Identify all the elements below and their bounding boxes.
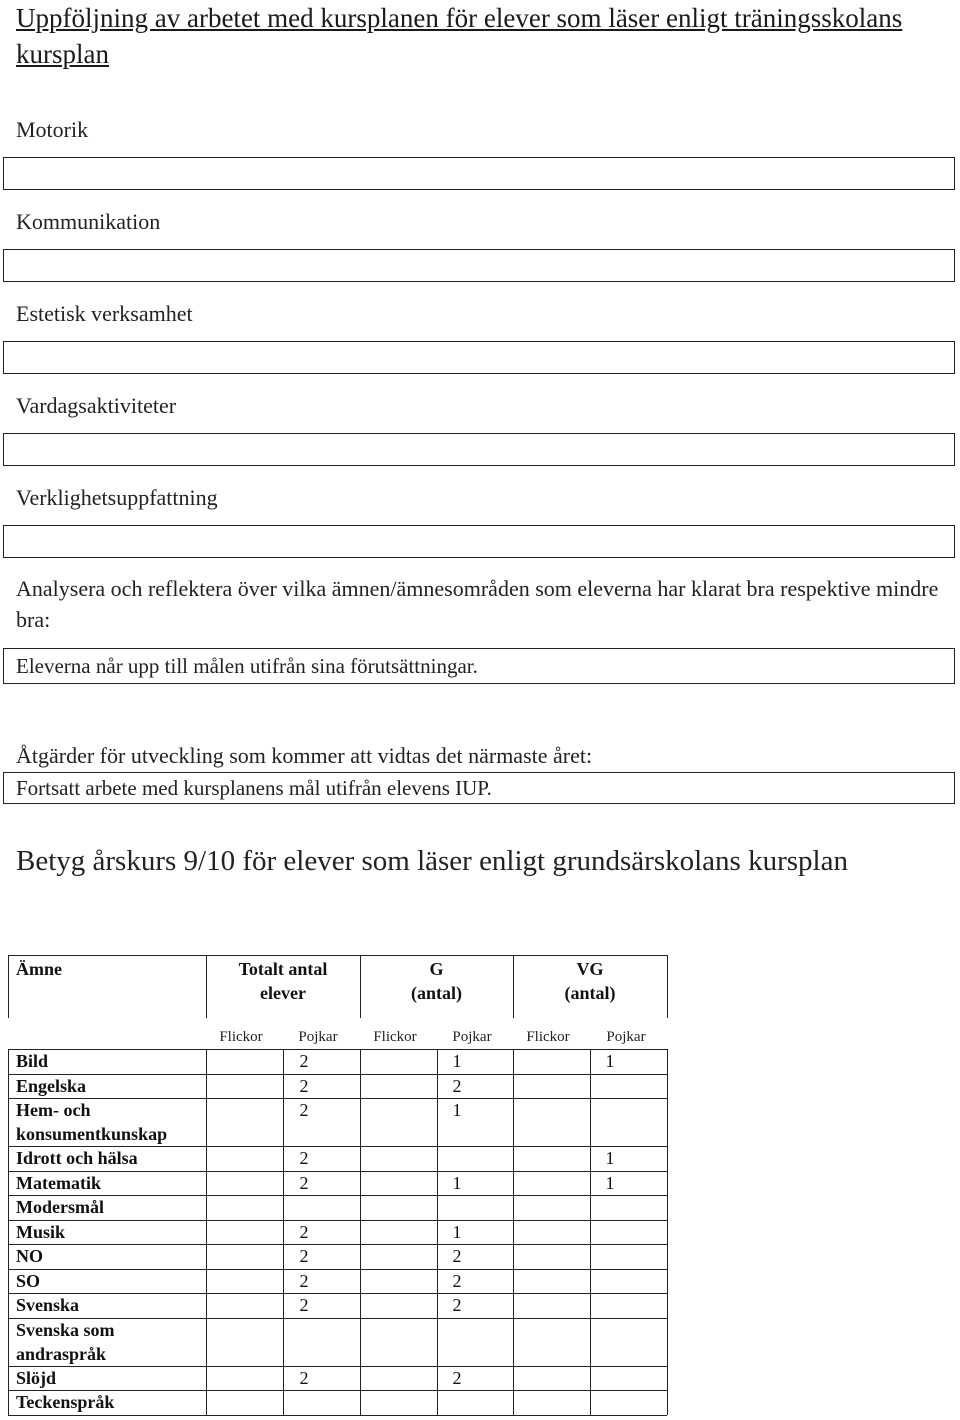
table-cell-border bbox=[8, 1293, 9, 1318]
table-cell-tot-p: 2 bbox=[299, 1051, 309, 1071]
subheader-total-pojkar: Pojkar bbox=[298, 1029, 338, 1045]
table-cell-border bbox=[8, 1318, 9, 1366]
table-cell-subject-cont: konsumentkunskap bbox=[16, 1124, 168, 1144]
section-label-vardagsaktiviteter: Vardagsaktiviteter bbox=[16, 393, 177, 418]
table-row-border bbox=[8, 1293, 667, 1294]
table-cell-border bbox=[206, 1098, 207, 1146]
table-row-border bbox=[8, 1220, 667, 1221]
table-cell-border bbox=[206, 1074, 207, 1099]
table-cell-border bbox=[667, 1074, 668, 1099]
table-cell-subject: Musik bbox=[16, 1221, 66, 1242]
table-cell-border bbox=[8, 1098, 9, 1146]
table-cell-border bbox=[206, 1390, 207, 1415]
section-box-vardagsaktiviteter[interactable] bbox=[3, 433, 955, 466]
table-cell-border bbox=[206, 1269, 207, 1294]
table-cell-border bbox=[360, 1244, 361, 1269]
table-cell-border bbox=[360, 1390, 361, 1415]
table-cell-border bbox=[667, 1390, 668, 1415]
table-cell-border bbox=[360, 1220, 361, 1245]
table-cell-border bbox=[8, 1269, 9, 1294]
subheader-total-flickor: Flickor bbox=[219, 1029, 263, 1045]
table-cell-border bbox=[8, 1390, 9, 1415]
table-cell-border bbox=[437, 1318, 438, 1366]
table-cell-tot-p: 2 bbox=[299, 1172, 309, 1193]
table-cell-border bbox=[590, 1318, 591, 1366]
table-cell-subject: SO bbox=[16, 1270, 41, 1291]
header-total-line1: Totalt antal bbox=[238, 959, 328, 979]
subheader-g-pojkar: Pojkar bbox=[452, 1029, 492, 1045]
table-row-border bbox=[8, 1171, 667, 1172]
analysis-answer-box[interactable] bbox=[3, 648, 955, 684]
table-cell-border bbox=[513, 1244, 514, 1269]
table-cell-border bbox=[667, 1269, 668, 1294]
table-cell-border bbox=[206, 1366, 207, 1391]
table-cell-g-p: 2 bbox=[452, 1246, 462, 1266]
table-left-border-header bbox=[8, 955, 9, 1018]
table-row-border bbox=[8, 1074, 667, 1075]
table-cell-border bbox=[437, 1195, 438, 1220]
table-cell-border bbox=[206, 1195, 207, 1220]
table-cell-tot-p: 2 bbox=[299, 1246, 309, 1266]
table-cell-border bbox=[8, 1049, 9, 1074]
section-box-estetisk[interactable] bbox=[3, 341, 955, 374]
table-cell-g-p: 1 bbox=[452, 1172, 462, 1193]
table-cell-subject: Idrott och hälsa bbox=[16, 1148, 138, 1168]
table-cell-tot-p: 2 bbox=[299, 1270, 309, 1291]
table-cell-border bbox=[360, 1269, 361, 1294]
subheader-g-flickor: Flickor bbox=[373, 1029, 417, 1045]
table-cell-vg-p: 1 bbox=[605, 1172, 615, 1193]
table-cell-border bbox=[360, 1171, 361, 1196]
header-g-line1: G bbox=[429, 959, 444, 979]
table-cell-border bbox=[590, 1390, 591, 1415]
table-cell-border bbox=[8, 1366, 9, 1391]
table-cell-border bbox=[360, 1293, 361, 1318]
table-cell-tot-p: 2 bbox=[299, 1075, 309, 1096]
table-row-border bbox=[8, 1049, 667, 1050]
table-cell-g-p: 1 bbox=[452, 1051, 462, 1071]
table-cell-border bbox=[513, 1074, 514, 1099]
table-cell-subject: Slöjd bbox=[16, 1367, 57, 1388]
table-cell-border bbox=[206, 1244, 207, 1269]
table-cell-border bbox=[513, 1366, 514, 1391]
table-cell-border bbox=[590, 1244, 591, 1269]
section-label-estetisk: Estetisk verksamhet bbox=[16, 301, 193, 326]
table-cell-border bbox=[667, 1098, 668, 1146]
table-cell-border bbox=[667, 1220, 668, 1245]
table-right-border-header bbox=[667, 955, 668, 1018]
table-cell-subject-cont: andraspråk bbox=[16, 1343, 107, 1364]
table-cell-border bbox=[360, 1074, 361, 1099]
table-cell-border bbox=[513, 1269, 514, 1294]
table-cell-border bbox=[360, 1366, 361, 1391]
table-cell-border bbox=[667, 1146, 668, 1171]
subheader-vg-pojkar: Pojkar bbox=[606, 1029, 646, 1045]
table-cell-subject: Svenska som bbox=[16, 1319, 115, 1340]
table-top-border bbox=[8, 955, 667, 956]
table-cell-subject: Svenska bbox=[16, 1295, 80, 1315]
table-cell-border bbox=[8, 1074, 9, 1099]
table-cell-border bbox=[590, 1293, 591, 1318]
table-cell-subject: Matematik bbox=[16, 1172, 101, 1193]
page-title: Uppföljning av arbetet med kursplanen för elever som läser enligt träningsskolans kursplan bbox=[16, 3, 903, 69]
table-cell-g-p: 1 bbox=[452, 1221, 462, 1242]
table-cell-tot-p: 2 bbox=[299, 1100, 309, 1120]
table-cell-border bbox=[667, 1366, 668, 1391]
table-row-border bbox=[8, 1195, 667, 1196]
table-cell-border bbox=[513, 1171, 514, 1196]
table-cell-border bbox=[590, 1366, 591, 1391]
table-row-border bbox=[8, 1098, 667, 1099]
grades-heading: Betyg årskurs 9/10 för elever som läser enligt grundsärskolans kursplan bbox=[16, 845, 848, 877]
table-cell-border bbox=[360, 1318, 361, 1366]
table-cell-border bbox=[667, 1171, 668, 1196]
table-cell-subject: Hem- och bbox=[16, 1100, 91, 1120]
table-cell-border bbox=[590, 1074, 591, 1099]
table-cell-vg-p: 1 bbox=[605, 1051, 615, 1071]
actions-question: Åtgärder för utveckling som kommer att vidtas det närmaste året: bbox=[16, 743, 593, 768]
table-row-border bbox=[8, 1244, 667, 1245]
subheader-vg-flickor: Flickor bbox=[526, 1029, 570, 1045]
section-label-motorik: Motorik bbox=[16, 117, 89, 142]
table-cell-border bbox=[590, 1195, 591, 1220]
table-cell-border bbox=[360, 1195, 361, 1220]
table-cell-border bbox=[437, 1146, 438, 1171]
table-cell-border bbox=[667, 1195, 668, 1220]
table-cell-subject: Teckenspråk bbox=[16, 1392, 115, 1412]
table-cell-border bbox=[513, 1220, 514, 1245]
table-cell-border bbox=[513, 1049, 514, 1074]
header-vg-line2: (antal) bbox=[564, 983, 616, 1003]
section-box-motorik[interactable] bbox=[3, 157, 955, 190]
section-box-kommunikation[interactable] bbox=[3, 249, 955, 282]
table-cell-border bbox=[283, 1318, 284, 1366]
table-row-border bbox=[8, 1269, 667, 1270]
section-label-kommunikation: Kommunikation bbox=[16, 209, 161, 234]
table-row-border bbox=[8, 1366, 667, 1367]
section-label-verklighetsuppfattning: Verklighetsuppfattning bbox=[16, 485, 218, 510]
section-box-verklighetsuppfattning[interactable] bbox=[3, 525, 955, 558]
table-bottom-border bbox=[8, 1415, 667, 1416]
actions-answer: Fortsatt arbete med kursplanens mål utifrån elevens IUP. bbox=[16, 776, 492, 800]
table-cell-g-p: 2 bbox=[452, 1367, 462, 1388]
header-vg-line1: VG bbox=[576, 959, 604, 979]
table-cell-subject: Modersmål bbox=[16, 1197, 104, 1217]
table-cell-border bbox=[206, 1146, 207, 1171]
header-g-line2: (antal) bbox=[411, 983, 462, 1003]
table-cell-vg-p: 1 bbox=[605, 1148, 615, 1168]
table-cell-subject: NO bbox=[16, 1246, 43, 1266]
table-cell-g-p: 2 bbox=[452, 1270, 462, 1291]
table-cell-border bbox=[667, 1318, 668, 1366]
table-cell-border bbox=[360, 1146, 361, 1171]
table-cell-border bbox=[513, 1318, 514, 1366]
table-cell-border bbox=[206, 1220, 207, 1245]
table-cell-g-p: 2 bbox=[452, 1075, 462, 1096]
table-cell-border bbox=[513, 1146, 514, 1171]
table-cell-border bbox=[206, 1049, 207, 1074]
table-cell-border bbox=[667, 1049, 668, 1074]
header-subject: Ämne bbox=[16, 959, 62, 979]
analysis-question: Analysera och reflektera över vilka ämnen/ämnesområden som eleverna har klarat bra respektive mindre bra: bbox=[16, 576, 939, 632]
table-cell-border bbox=[590, 1220, 591, 1245]
table-cell-tot-p: 2 bbox=[299, 1295, 309, 1315]
header-total-line2: elever bbox=[260, 983, 306, 1003]
analysis-answer: Eleverna når upp till målen utifrån sina förutsättningar. bbox=[16, 654, 478, 678]
table-cell-border bbox=[513, 1390, 514, 1415]
table-cell-border bbox=[8, 1171, 9, 1196]
table-cell-border bbox=[283, 1195, 284, 1220]
table-cell-subject: Engelska bbox=[16, 1075, 87, 1096]
table-cell-border bbox=[283, 1390, 284, 1415]
table-cell-tot-p: 2 bbox=[299, 1148, 309, 1168]
table-cell-border bbox=[513, 1293, 514, 1318]
table-cell-border bbox=[8, 1195, 9, 1220]
table-cell-border bbox=[667, 1293, 668, 1318]
table-cell-border bbox=[437, 1390, 438, 1415]
table-cell-border bbox=[8, 1244, 9, 1269]
table-cell-border bbox=[206, 1318, 207, 1366]
table-cell-border bbox=[513, 1195, 514, 1220]
table-cell-subject: Bild bbox=[16, 1051, 49, 1071]
table-cell-border bbox=[360, 1049, 361, 1074]
table-cell-g-p: 2 bbox=[452, 1295, 462, 1315]
table-cell-g-p: 1 bbox=[452, 1100, 462, 1120]
table-cell-border bbox=[8, 1146, 9, 1171]
table-cell-border bbox=[590, 1098, 591, 1146]
table-cell-tot-p: 2 bbox=[299, 1221, 309, 1242]
actions-answer-box[interactable] bbox=[3, 772, 955, 804]
table-cell-border bbox=[513, 1098, 514, 1146]
table-cell-border bbox=[360, 1098, 361, 1146]
table-cell-border bbox=[206, 1171, 207, 1196]
table-cell-border bbox=[8, 1220, 9, 1245]
table-cell-tot-p: 2 bbox=[299, 1367, 309, 1388]
table-cell-border bbox=[206, 1293, 207, 1318]
table-cell-border bbox=[590, 1269, 591, 1294]
table-cell-border bbox=[667, 1244, 668, 1269]
